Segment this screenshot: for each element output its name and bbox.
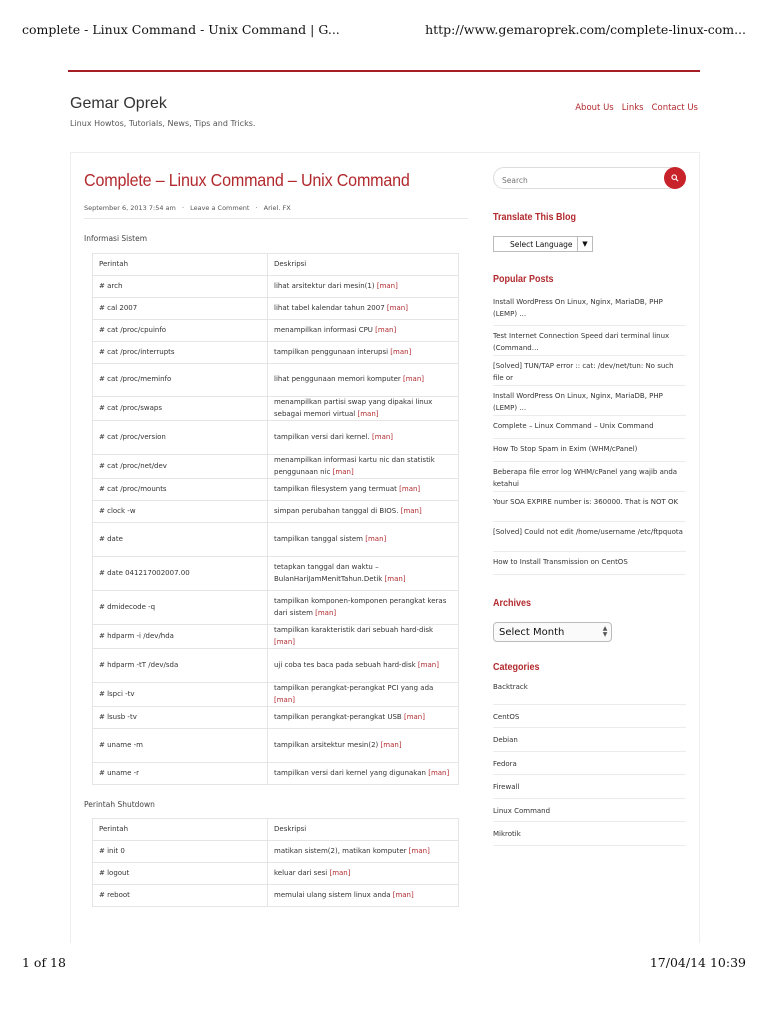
description-text: tampilkan penggunaan interupsi bbox=[274, 347, 389, 356]
categories-list bbox=[493, 681, 686, 846]
table-header-row bbox=[93, 254, 459, 276]
search-box bbox=[493, 167, 686, 189]
print-datetime: 17/04/14 10:39 bbox=[649, 955, 746, 970]
man-link[interactable]: [man] bbox=[376, 281, 398, 290]
description-cell bbox=[268, 863, 459, 885]
nav-about-us[interactable]: About Us bbox=[575, 103, 614, 113]
post-date: September 6, 2013 7:54 am bbox=[84, 204, 176, 212]
description-text: tampilkan komponen-komponen perangkat keras dari sistem bbox=[274, 597, 447, 617]
command-cell: # cat /proc/swaps bbox=[93, 397, 268, 421]
description-text: memulai ulang sistem linux anda bbox=[274, 890, 391, 899]
popular-post-link[interactable]: Beberapa file error log WHM/cPanel yang wajib anda ketahui bbox=[493, 462, 686, 492]
site-tagline: Linux Howtos, Tutorials, News, Tips and Tricks. bbox=[70, 119, 256, 128]
description-cell bbox=[268, 364, 459, 397]
description-text: tetapkan tanggal dan waktu – BulanHariJamMenitTahun.Detik bbox=[274, 563, 383, 583]
man-link[interactable]: [man] bbox=[332, 467, 354, 476]
print-header bbox=[22, 22, 746, 42]
popular-post-link[interactable]: [Solved] TUN/TAP error :: cat: /dev/net/tun: No such file or bbox=[493, 356, 686, 386]
table-row bbox=[93, 479, 459, 501]
description-text: keluar dari sesi bbox=[274, 868, 328, 877]
man-link[interactable]: [man] bbox=[390, 347, 412, 356]
table-row bbox=[93, 841, 459, 863]
command-cell: # cat /proc/meminfo bbox=[93, 364, 268, 397]
man-link[interactable]: [man] bbox=[417, 660, 439, 669]
print-page-url: http://www.gemaroprek.com/complete-linux-com... bbox=[425, 22, 746, 37]
post-meta bbox=[84, 204, 468, 219]
command-cell: # uname -r bbox=[93, 763, 268, 785]
description-cell bbox=[268, 625, 459, 649]
description-cell bbox=[268, 729, 459, 763]
table-row bbox=[93, 707, 459, 729]
description-text: menampilkan informasi kartu nic dan statistik penggunaan nic bbox=[274, 456, 435, 476]
man-link[interactable]: [man] bbox=[357, 409, 379, 418]
description-cell bbox=[268, 455, 459, 479]
nav-contact-us[interactable]: Contact Us bbox=[651, 103, 698, 113]
description-text: tampilkan versi dari kernel yang digunakan bbox=[274, 768, 426, 777]
category-link[interactable]: Linux Command bbox=[493, 799, 686, 823]
table-row bbox=[93, 421, 459, 455]
description-cell bbox=[268, 320, 459, 342]
section-heading-system-info: Informasi Sistem bbox=[84, 234, 148, 243]
description-cell bbox=[268, 591, 459, 625]
description-text: tampilkan karakteristik dari sebuah hard-disk bbox=[274, 626, 434, 634]
section-heading-shutdown: Perintah Shutdown bbox=[84, 800, 155, 809]
table-row bbox=[93, 342, 459, 364]
category-link[interactable]: Backtrack bbox=[493, 681, 686, 705]
man-link[interactable]: [man] bbox=[274, 695, 296, 704]
man-link[interactable]: [man] bbox=[408, 846, 430, 855]
popular-post-link[interactable]: Your SOA EXPIRE number is: 360000. That is NOT OK bbox=[493, 492, 686, 522]
man-link[interactable]: [man] bbox=[274, 637, 296, 646]
man-link[interactable]: [man] bbox=[428, 768, 450, 777]
print-page-title: complete - Linux Command - Unix Command | G... bbox=[22, 22, 340, 37]
table-row bbox=[93, 625, 459, 649]
table-row bbox=[93, 320, 459, 342]
man-link[interactable]: [man] bbox=[403, 375, 425, 384]
description-cell bbox=[268, 683, 459, 707]
popular-posts-list bbox=[493, 296, 686, 575]
table-row bbox=[93, 298, 459, 320]
language-select[interactable] bbox=[493, 236, 593, 252]
description-text: tampilkan perangkat-perangkat PCI yang ada bbox=[274, 684, 434, 692]
shutdown-table bbox=[92, 818, 459, 907]
description-cell bbox=[268, 763, 459, 785]
command-cell: # init 0 bbox=[93, 841, 268, 863]
command-cell: # lsusb -tv bbox=[93, 707, 268, 729]
description-cell bbox=[268, 707, 459, 729]
site-title[interactable]: Gemar Oprek bbox=[70, 95, 167, 112]
command-cell: # arch bbox=[93, 276, 268, 298]
description-text: lihat tabel kalendar tahun 2007 bbox=[274, 303, 385, 312]
description-text: tampilkan filesystem yang termuat bbox=[274, 484, 397, 493]
man-link[interactable]: [man] bbox=[375, 325, 397, 334]
table-row bbox=[93, 683, 459, 707]
description-cell bbox=[268, 841, 459, 863]
top-divider bbox=[68, 70, 700, 72]
table-header-cell: Perintah bbox=[93, 254, 268, 276]
post-title[interactable]: Complete – Linux Command – Unix Command bbox=[84, 170, 410, 190]
table-header-cell: Perintah bbox=[93, 819, 268, 841]
select-arrows-icon: ▲ ▼ bbox=[602, 625, 608, 638]
command-cell: # date 041217002007.00 bbox=[93, 557, 268, 591]
popular-post-link[interactable]: [Solved] Could not edit /home/username /etc/ftpquota bbox=[493, 522, 686, 552]
page-count: 1 of 18 bbox=[22, 955, 66, 970]
table-row bbox=[93, 276, 459, 298]
category-link[interactable]: CentOS bbox=[493, 705, 686, 729]
man-link[interactable]: [man] bbox=[365, 534, 387, 543]
table-header-cell: Deskripsi bbox=[268, 819, 459, 841]
description-cell bbox=[268, 342, 459, 364]
description-cell bbox=[268, 557, 459, 591]
description-cell bbox=[268, 276, 459, 298]
translate-widget-title: Translate This Blog bbox=[493, 212, 577, 223]
description-text: tampilkan arsitektur mesin(2) bbox=[274, 740, 379, 749]
table-row bbox=[93, 501, 459, 523]
popular-posts-title: Popular Posts bbox=[493, 274, 554, 285]
description-cell bbox=[268, 885, 459, 907]
table-row bbox=[93, 863, 459, 885]
table-row bbox=[93, 397, 459, 421]
description-text: lihat penggunaan memori komputer bbox=[274, 375, 401, 384]
man-link[interactable]: [man] bbox=[392, 890, 414, 899]
search-input[interactable] bbox=[494, 171, 652, 191]
description-cell bbox=[268, 649, 459, 683]
search-button[interactable] bbox=[664, 167, 686, 189]
description-text: tampilkan versi dari kernel. bbox=[274, 432, 370, 441]
man-link[interactable]: [man] bbox=[329, 868, 351, 877]
command-cell: # hdparm -i /dev/hda bbox=[93, 625, 268, 649]
command-cell: # clock -w bbox=[93, 501, 268, 523]
archives-title: Archives bbox=[493, 598, 532, 609]
archives-select[interactable] bbox=[493, 622, 612, 642]
category-link[interactable]: Mikrotik bbox=[493, 822, 686, 846]
description-text: simpan perubahan tanggal di BIOS. bbox=[274, 506, 399, 515]
table-header-row bbox=[93, 819, 459, 841]
nav-links[interactable]: Links bbox=[621, 103, 644, 113]
description-cell bbox=[268, 421, 459, 455]
popular-post-link[interactable]: How To Stop Spam in Exim (WHM/cPanel) bbox=[493, 439, 686, 462]
system-info-table bbox=[92, 253, 459, 785]
description-cell bbox=[268, 501, 459, 523]
man-link[interactable]: [man] bbox=[400, 506, 422, 515]
command-cell: # lspci -tv bbox=[93, 683, 268, 707]
popular-post-link[interactable]: Complete – Linux Command – Unix Command bbox=[493, 416, 686, 439]
table-row bbox=[93, 885, 459, 907]
popular-post-link[interactable]: Install WordPress On Linux, Nginx, MariaDB, PHP (LEMP) … bbox=[493, 386, 686, 416]
search-icon bbox=[671, 174, 679, 182]
category-link[interactable]: Debian bbox=[493, 728, 686, 752]
language-select-value: Select Language bbox=[510, 239, 573, 249]
command-cell: # cat /proc/interrupts bbox=[93, 342, 268, 364]
man-link[interactable]: [man] bbox=[372, 432, 394, 441]
category-link[interactable]: Firewall bbox=[493, 775, 686, 799]
table-row bbox=[93, 649, 459, 683]
popular-post-link[interactable]: How to Install Transmission on CentOS bbox=[493, 552, 686, 575]
popular-post-link[interactable]: Test Internet Connection Speed dari terminal linux (Command… bbox=[493, 326, 686, 356]
description-text: matikan sistem(2), matikan komputer bbox=[274, 846, 407, 855]
post-author[interactable]: Ariel. FX bbox=[263, 204, 291, 212]
command-cell: # uname -m bbox=[93, 729, 268, 763]
command-cell: # cat /proc/version bbox=[93, 421, 268, 455]
command-cell: # reboot bbox=[93, 885, 268, 907]
description-text: menampilkan partisi swap yang dipakai linux sebagai memori virtual bbox=[274, 398, 433, 418]
description-text: uji coba tes baca pada sebuah hard-disk bbox=[274, 660, 416, 669]
man-link[interactable]: [man] bbox=[315, 608, 337, 617]
archives-select-value: Select Month bbox=[499, 626, 565, 638]
meta-separator: · bbox=[255, 204, 258, 212]
popular-post-link[interactable]: Install WordPress On Linux, Nginx, MariaDB, PHP (LEMP) … bbox=[493, 296, 686, 326]
top-navigation bbox=[575, 103, 698, 113]
command-cell: # cat /proc/net/dev bbox=[93, 455, 268, 479]
man-link[interactable]: [man] bbox=[384, 574, 406, 583]
categories-title: Categories bbox=[493, 662, 540, 673]
dropdown-arrow-icon: ▼ bbox=[577, 237, 592, 251]
command-cell: # cat /proc/mounts bbox=[93, 479, 268, 501]
table-row bbox=[93, 763, 459, 785]
command-cell: # cat /proc/cpuinfo bbox=[93, 320, 268, 342]
post-article bbox=[84, 170, 468, 907]
table-row bbox=[93, 729, 459, 763]
table-row bbox=[93, 591, 459, 625]
table-row bbox=[93, 455, 459, 479]
command-cell: # date bbox=[93, 523, 268, 557]
table-row bbox=[93, 523, 459, 557]
description-cell bbox=[268, 298, 459, 320]
description-text: menampilkan informasi CPU bbox=[274, 325, 373, 334]
description-cell bbox=[268, 479, 459, 501]
meta-separator: · bbox=[181, 204, 185, 212]
command-cell: # dmidecode -q bbox=[93, 591, 268, 625]
description-cell bbox=[268, 523, 459, 557]
command-cell: # hdparm -tT /dev/sda bbox=[93, 649, 268, 683]
table-row bbox=[93, 364, 459, 397]
description-text: lihat arsitektur dari mesin(1) bbox=[274, 281, 375, 290]
command-cell: # logout bbox=[93, 863, 268, 885]
leave-comment-link[interactable]: Leave a Comment bbox=[190, 204, 250, 212]
description-cell bbox=[268, 397, 459, 421]
sidebar bbox=[493, 167, 686, 846]
description-text: tampilkan tanggal sistem bbox=[274, 534, 363, 543]
table-header-cell: Deskripsi bbox=[268, 254, 459, 276]
table-row bbox=[93, 557, 459, 591]
man-link[interactable]: [man] bbox=[403, 712, 425, 721]
description-text: tampilkan perangkat-perangkat USB bbox=[274, 712, 402, 721]
man-link[interactable]: [man] bbox=[386, 303, 408, 312]
category-link[interactable]: Fedora bbox=[493, 752, 686, 776]
man-link[interactable]: [man] bbox=[399, 484, 421, 493]
man-link[interactable]: [man] bbox=[380, 740, 402, 749]
command-cell: # cal 2007 bbox=[93, 298, 268, 320]
